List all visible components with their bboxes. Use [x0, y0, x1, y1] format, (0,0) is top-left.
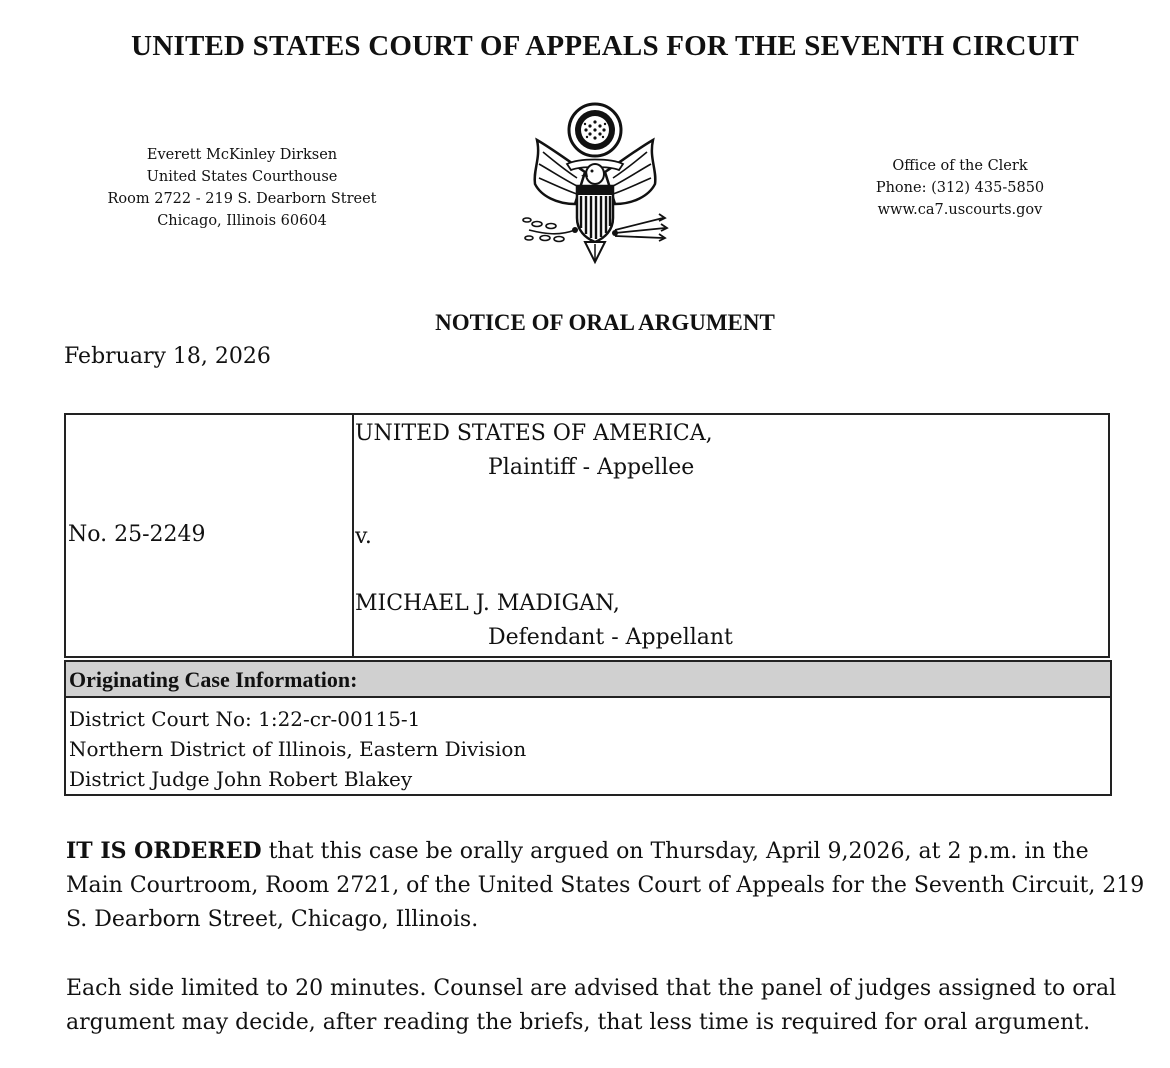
address-line: Room 2722 - 219 S. Dearborn Street — [107, 191, 377, 207]
plaintiff-name: UNITED STATES OF AMERICA, — [355, 421, 713, 446]
case-caption-box — [64, 413, 1110, 658]
district-court-name: Northern District of Illinois, Eastern Division — [69, 737, 527, 761]
clerk-office: Office of the Clerk — [892, 158, 1028, 174]
order-lead: IT IS ORDERED — [66, 838, 262, 864]
address-line: Everett McKinley Dirksen — [146, 147, 338, 163]
courthouse-address — [92, 144, 392, 232]
great-seal-eagle-icon — [515, 100, 675, 268]
originating-case-details — [69, 704, 526, 794]
originating-case-header: Originating Case Information: — [66, 662, 1110, 698]
address-line: United States Courthouse — [146, 169, 338, 185]
order-text: that this case be orally argued on Thursday, April 9,2026, at 2 p.m. in the Main Courtroom, Room 2721, of the United States Court of Appeals for the Seventh Circuit, 219 S. Dearborn Street, Chicago, Illinois. — [66, 839, 1145, 932]
notice-date: February 18, 2026 — [64, 344, 271, 369]
plaintiff-role: Plaintiff - Appellee — [488, 455, 695, 480]
defendant-name: MICHAEL J. MADIGAN, — [355, 591, 620, 616]
address-line: Chicago, Illinois 60604 — [157, 213, 327, 229]
clerk-contact — [840, 155, 1080, 221]
versus-label: v. — [355, 524, 372, 549]
court-title: UNITED STATES COURT OF APPEALS FOR THE SEVENTH CIRCUIT — [131, 30, 1079, 62]
originating-case-box — [64, 660, 1112, 796]
clerk-website: www.ca7.uscourts.gov — [877, 202, 1043, 218]
district-judge: District Judge John Robert Blakey — [69, 767, 413, 791]
time-limit-paragraph: Each side limited to 20 minutes. Counsel are advised that the panel of judges assigned to oral argument may decide, after reading the briefs, that less time is required for oral argument. — [66, 976, 1117, 1035]
case-number: No. 25-2249 — [68, 522, 206, 547]
notice-title: NOTICE OF ORAL ARGUMENT — [435, 310, 775, 335]
clerk-phone: Phone: (312) 435-5850 — [875, 180, 1045, 196]
caption-divider — [352, 413, 354, 658]
order-paragraph — [66, 834, 1146, 937]
defendant-role: Defendant - Appellant — [488, 625, 733, 650]
district-court-number: District Court No: 1:22-cr-00115-1 — [69, 707, 421, 731]
